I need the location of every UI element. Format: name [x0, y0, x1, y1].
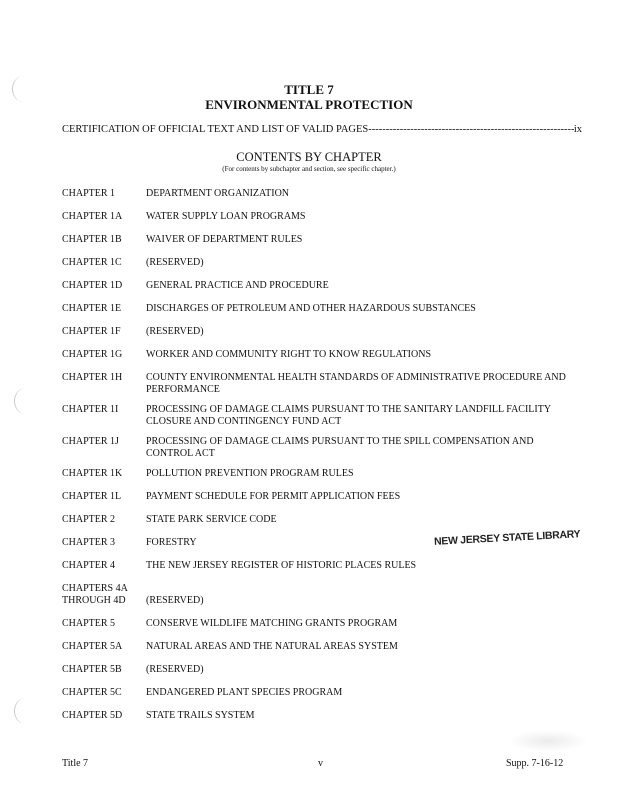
- chapter-number: CHAPTER 1A: [62, 211, 123, 222]
- chapter-name: (RESERVED): [146, 257, 204, 268]
- chapter-number: CHAPTER 2: [62, 514, 116, 525]
- chapter-name: (RESERVED): [146, 326, 204, 337]
- chapter-number: CHAPTER 5: [62, 617, 116, 629]
- certification-line: [62, 124, 582, 135]
- chapter-number: CHAPTER 1J: [62, 436, 119, 447]
- chapter-name: GENERAL PRACTICE AND PROCEDURE: [146, 280, 329, 291]
- footer-title: Title 7: [62, 758, 89, 769]
- chapter-entry: [62, 583, 582, 606]
- chapter-entry: [62, 349, 582, 361]
- chapter-entry: [62, 491, 582, 503]
- chapter-number: CHAPTER 3: [62, 537, 116, 548]
- chapter-entry: [62, 687, 582, 699]
- chapter-entry: [62, 211, 582, 223]
- smudge-mark: [508, 730, 588, 752]
- chapter-number: CHAPTER 1D: [62, 280, 123, 291]
- chapter-name: ENDANGERED PLANT SPECIES PROGRAM: [146, 686, 343, 698]
- chapter-number: CHAPTER 1: [62, 188, 116, 199]
- chapter-name: NATURAL AREAS AND THE NATURAL AREAS SYSTEM: [146, 640, 398, 652]
- chapter-name: DISCHARGES OF PETROLEUM AND OTHER HAZARDOUS SUBSTANCES: [146, 303, 476, 314]
- chapter-name: THE NEW JERSEY REGISTER OF HISTORIC PLACES RULES: [146, 560, 417, 571]
- chapter-entry: [62, 664, 582, 676]
- chapter-entry: [62, 436, 582, 459]
- chapter-number: CHAPTER 1E: [62, 303, 122, 314]
- library-stamp: NEW JERSEY STATE LIBRARY: [433, 528, 581, 548]
- chapter-entry: [62, 280, 582, 292]
- chapter-number: CHAPTER 5C: [62, 686, 122, 698]
- chapter-number: CHAPTER 1H: [62, 372, 123, 383]
- chapter-entry: [62, 618, 582, 630]
- chapter-name: CONSERVE WILDLIFE MATCHING GRANTS PROGRAM: [146, 617, 398, 629]
- title-block: [0, 82, 618, 112]
- chapter-entry: [62, 514, 582, 526]
- chapter-entry: [62, 641, 582, 653]
- chapter-number: CHAPTER 5D: [62, 709, 123, 721]
- chapter-entry: [62, 188, 582, 200]
- chapter-entry: [62, 560, 582, 572]
- contents-heading: [0, 150, 618, 174]
- chapter-number: CHAPTER 5B: [62, 663, 122, 675]
- chapter-name: PROCESSING OF DAMAGE CLAIMS PURSUANT TO THE SPILL COMPENSATION AND CONTROL ACT: [146, 436, 534, 459]
- subtitle: ENVIRONMENTAL PROTECTION: [205, 97, 413, 112]
- chapter-number: CHAPTER 1G: [62, 349, 123, 360]
- chapter-entry: [62, 257, 582, 269]
- chapter-name: WORKER AND COMMUNITY RIGHT TO KNOW REGULATIONS: [146, 349, 431, 360]
- chapter-number: CHAPTER 1C: [62, 257, 122, 268]
- chapter-number: CHAPTERS 4A THROUGH 4D: [62, 583, 128, 606]
- chapter-number: CHAPTER 1B: [62, 234, 122, 245]
- chapter-number: CHAPTER 5A: [62, 640, 123, 652]
- chapter-name: DEPARTMENT ORGANIZATION: [146, 188, 290, 199]
- chapter-entry: [62, 468, 582, 480]
- chapter-name: (RESERVED): [146, 594, 204, 606]
- chapter-name: WAIVER OF DEPARTMENT RULES: [146, 234, 303, 245]
- chapter-entry: [62, 372, 582, 395]
- chapter-list: [62, 188, 582, 733]
- contents-note: (For contents by subchapter and section, see specific chapter.): [222, 165, 396, 173]
- chapter-number: CHAPTER 1L: [62, 491, 122, 502]
- binder-hole-mark: [14, 698, 37, 724]
- chapter-number: CHAPTER 1I: [62, 404, 119, 415]
- footer-supplement: Supp. 7-16-12: [506, 758, 564, 769]
- chapter-name: FORESTRY: [146, 537, 197, 548]
- chapter-number: CHAPTER 1K: [62, 468, 123, 479]
- contents-title: CONTENTS BY CHAPTER: [236, 150, 382, 164]
- chapter-name: PROCESSING OF DAMAGE CLAIMS PURSUANT TO THE SANITARY LANDFILL FACILITY CLOSURE AND CONTINGENCY FUND ACT: [146, 404, 551, 427]
- dot-leader: [368, 124, 574, 135]
- chapter-name: STATE PARK SERVICE CODE: [146, 514, 277, 525]
- chapter-entry: [62, 303, 582, 315]
- chapter-entry: [62, 234, 582, 246]
- chapter-entry: [62, 326, 582, 338]
- binder-hole-mark: [14, 388, 37, 414]
- certification-page: ix: [573, 124, 582, 135]
- chapter-name: PAYMENT SCHEDULE FOR PERMIT APPLICATION FEES: [146, 491, 401, 502]
- chapter-name: STATE TRAILS SYSTEM: [146, 709, 255, 721]
- chapter-name: (RESERVED): [146, 663, 204, 675]
- chapter-number: CHAPTER 4: [62, 560, 116, 571]
- certification-text: CERTIFICATION OF OFFICIAL TEXT AND LIST OF VALID PAGES: [62, 124, 369, 135]
- chapter-entry: [62, 404, 582, 427]
- chapter-entry: [62, 710, 582, 722]
- chapter-name: COUNTY ENVIRONMENTAL HEALTH STANDARDS OF ADMINISTRATIVE PROCEDURE AND PERFORMANCE: [146, 372, 566, 395]
- chapter-number: CHAPTER 1F: [62, 326, 121, 337]
- chapter-name: WATER SUPPLY LOAN PROGRAMS: [146, 211, 306, 222]
- title: TITLE 7: [284, 82, 334, 97]
- chapter-name: POLLUTION PREVENTION PROGRAM RULES: [146, 468, 354, 479]
- footer-page-number: v: [318, 758, 323, 769]
